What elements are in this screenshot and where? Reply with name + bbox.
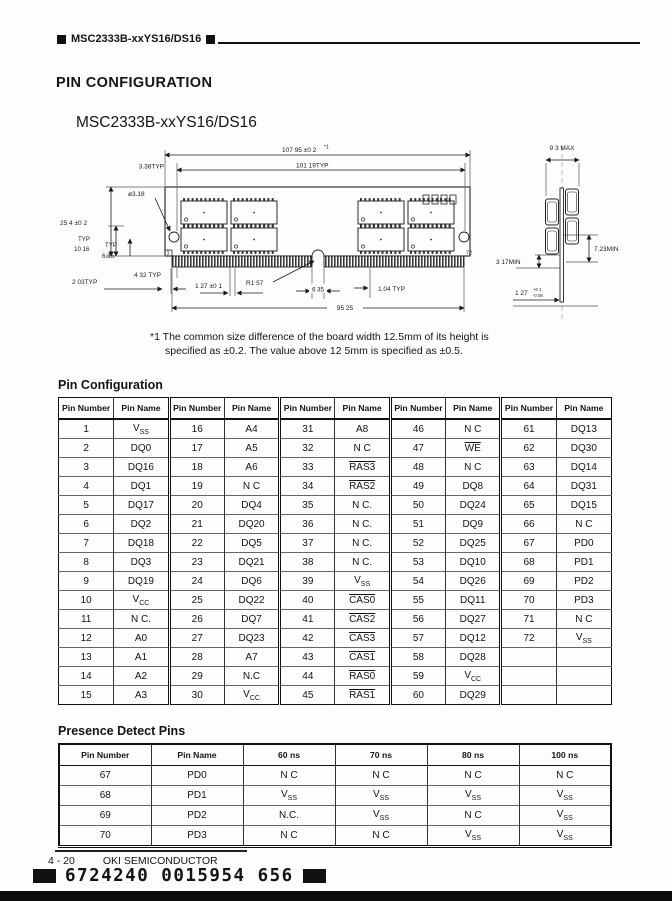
table-cell: A2 bbox=[114, 667, 169, 686]
footnote-line1: *1 The common size difference of the board width 12.5mm of its height is bbox=[150, 331, 489, 343]
table-cell: N C bbox=[243, 826, 335, 847]
dim-connector-span: 95 25 bbox=[336, 305, 354, 312]
table-cell: DQ12 bbox=[446, 629, 501, 648]
table-cell: 11 bbox=[59, 610, 114, 629]
table-cell: DQ30 bbox=[556, 439, 611, 458]
table-cell: DQ21 bbox=[224, 553, 279, 572]
table-cell: 9 bbox=[59, 572, 114, 591]
dram-chip bbox=[358, 226, 404, 252]
table-cell: PD1 bbox=[556, 553, 611, 572]
table-cell: 7 bbox=[59, 534, 114, 553]
table-cell: $V_{CC}$ bbox=[224, 686, 279, 705]
table-cell: 45 bbox=[280, 686, 335, 705]
column-header: Pin Number bbox=[59, 744, 151, 766]
part-number-subtitle: MSC2333B-xxYS16/DS16 bbox=[76, 114, 257, 131]
table-cell: 30 bbox=[169, 686, 224, 705]
table-cell: N C. bbox=[335, 553, 390, 572]
table-cell: $\overline{WE}$ bbox=[446, 439, 501, 458]
table-cell: 69 bbox=[59, 806, 151, 826]
table-cell: 27 bbox=[169, 629, 224, 648]
table-cell: 23 bbox=[169, 553, 224, 572]
table-cell: 55 bbox=[390, 591, 445, 610]
table-cell: DQ29 bbox=[446, 686, 501, 705]
table-cell: 47 bbox=[390, 439, 445, 458]
mounting-hole-left bbox=[169, 232, 179, 242]
table-cell: N C. bbox=[114, 610, 169, 629]
table-row bbox=[59, 439, 612, 458]
table-cell: 26 bbox=[169, 610, 224, 629]
table-cell: 49 bbox=[390, 477, 445, 496]
table-cell: DQ4 bbox=[224, 496, 279, 515]
table-row bbox=[59, 591, 612, 610]
table-cell: DQ6 bbox=[224, 572, 279, 591]
table-row bbox=[59, 629, 612, 648]
table-cell: N C bbox=[446, 458, 501, 477]
table-cell: A3 bbox=[114, 686, 169, 705]
dim-side-clearance-left: 3 17MIN bbox=[496, 259, 521, 266]
table-cell: RAS3 bbox=[335, 458, 390, 477]
table-cell: $V_{SS}$ bbox=[335, 806, 427, 826]
table-cell: 43 bbox=[280, 648, 335, 667]
pd-table-title: Presence Detect Pins bbox=[58, 724, 186, 738]
table-cell: N C bbox=[519, 766, 611, 786]
dim-typ-b: TYP bbox=[105, 242, 118, 249]
table-cell: N C bbox=[427, 806, 519, 826]
table-row bbox=[59, 667, 612, 686]
table-cell bbox=[501, 667, 556, 686]
table-cell: $V_{SS}$ bbox=[519, 786, 611, 806]
table-cell: 25 bbox=[169, 591, 224, 610]
column-header: Pin Name bbox=[114, 398, 169, 420]
dim-left-margin: 3.38TYP bbox=[138, 163, 164, 171]
table-cell: N C. bbox=[335, 496, 390, 515]
table-cell: 13 bbox=[59, 648, 114, 667]
dim-hole-diameter: ø3.18 bbox=[128, 191, 145, 198]
table-cell: DQ18 bbox=[114, 534, 169, 553]
table-cell: 46 bbox=[390, 419, 445, 439]
square-icon bbox=[206, 35, 215, 44]
table-cell: 16 bbox=[169, 419, 224, 439]
column-header: Pin Number bbox=[390, 398, 445, 420]
presence-detect-table bbox=[58, 743, 612, 848]
table-cell: 71 bbox=[501, 610, 556, 629]
table-cell: $V_{CC}$ bbox=[446, 667, 501, 686]
dram-chip bbox=[231, 199, 277, 225]
table-cell: 68 bbox=[59, 786, 151, 806]
table-cell: A0 bbox=[114, 629, 169, 648]
table-cell: A5 bbox=[224, 439, 279, 458]
pin-table-header-row bbox=[59, 398, 612, 420]
table-cell: 70 bbox=[501, 591, 556, 610]
side-view bbox=[496, 145, 619, 320]
table-cell: CAS3 bbox=[335, 629, 390, 648]
table-cell: N C bbox=[335, 766, 427, 786]
table-cell: N C bbox=[556, 610, 611, 629]
table-cell: 12 bbox=[59, 629, 114, 648]
barcode-block-icon bbox=[303, 869, 326, 883]
table-row bbox=[59, 610, 612, 629]
table-cell: PD3 bbox=[556, 591, 611, 610]
table-cell: 63 bbox=[501, 458, 556, 477]
page-title: PIN CONFIGURATION bbox=[56, 75, 213, 91]
table-cell: $V_{SS}$ bbox=[243, 786, 335, 806]
table-cell: 60 bbox=[390, 686, 445, 705]
page-number: 4 - 20 bbox=[48, 855, 75, 867]
table-cell: DQ20 bbox=[224, 515, 279, 534]
table-cell: 66 bbox=[501, 515, 556, 534]
table-cell: 48 bbox=[390, 458, 445, 477]
table-cell: N C. bbox=[335, 534, 390, 553]
table-cell: DQ25 bbox=[446, 534, 501, 553]
barcode-digits: 6724240 0015954 656 bbox=[65, 866, 294, 886]
edge-connector-right-bank bbox=[324, 256, 464, 267]
table-cell: N C bbox=[446, 419, 501, 439]
footnote-line2: specified as ±0.2. The value above 12 5mm is specified as ±0.5. bbox=[165, 345, 463, 357]
table-cell: 59 bbox=[390, 667, 445, 686]
table-cell: 62 bbox=[501, 439, 556, 458]
dim-notch-width: 6 35 bbox=[312, 287, 324, 294]
table-cell: N.C bbox=[224, 667, 279, 686]
table-cell: 58 bbox=[390, 648, 445, 667]
column-header: Pin Number bbox=[169, 398, 224, 420]
table-row bbox=[59, 648, 612, 667]
table-cell: DQ9 bbox=[446, 515, 501, 534]
table-cell: A6 bbox=[224, 458, 279, 477]
table-cell: DQ13 bbox=[556, 419, 611, 439]
table-cell: DQ26 bbox=[446, 572, 501, 591]
document-title: MSC2333B-xxYS16/DS16 bbox=[71, 33, 202, 45]
table-cell: 56 bbox=[390, 610, 445, 629]
table-cell: DQ11 bbox=[446, 591, 501, 610]
table-cell: 21 bbox=[169, 515, 224, 534]
table-cell: 57 bbox=[390, 629, 445, 648]
dim-side-thickness-plus: +0 1 bbox=[533, 287, 542, 292]
table-cell: $V_{SS}$ bbox=[519, 806, 611, 826]
table-cell: N C bbox=[335, 439, 390, 458]
dim-edge-left: 2 03TYP bbox=[72, 279, 98, 286]
column-header: 80 ns bbox=[427, 744, 519, 766]
table-cell: $V_{SS}$ bbox=[335, 786, 427, 806]
table-cell: 37 bbox=[280, 534, 335, 553]
edge-connector-left-bank bbox=[172, 256, 312, 267]
table-cell: DQ15 bbox=[556, 496, 611, 515]
pd-table-header-row bbox=[59, 744, 611, 766]
table-cell: DQ1 bbox=[114, 477, 169, 496]
table-cell bbox=[501, 686, 556, 705]
table-cell: 44 bbox=[280, 667, 335, 686]
dim-typ-a: TYP bbox=[78, 236, 91, 243]
table-cell: A4 bbox=[224, 419, 279, 439]
table-cell: 18 bbox=[169, 458, 224, 477]
square-icon bbox=[57, 35, 66, 44]
table-cell: 4 bbox=[59, 477, 114, 496]
table-cell: PD2 bbox=[556, 572, 611, 591]
table-cell: N C bbox=[335, 826, 427, 847]
column-header: 70 ns bbox=[335, 744, 427, 766]
table-row bbox=[59, 826, 611, 847]
table-cell: DQ16 bbox=[114, 458, 169, 477]
table-cell: PD2 bbox=[151, 806, 243, 826]
column-header: 100 ns bbox=[519, 744, 611, 766]
table-cell: DQ24 bbox=[446, 496, 501, 515]
table-row bbox=[59, 553, 612, 572]
dram-chip bbox=[358, 199, 404, 225]
table-row bbox=[59, 686, 612, 705]
table-row bbox=[59, 766, 611, 786]
table-cell: 17 bbox=[169, 439, 224, 458]
table-cell: 42 bbox=[280, 629, 335, 648]
column-header: Pin Name bbox=[556, 398, 611, 420]
pin-table-title: Pin Configuration bbox=[58, 378, 163, 392]
dim-side-clearance-right: 7.23MIN bbox=[594, 246, 619, 253]
table-cell: DQ0 bbox=[114, 439, 169, 458]
table-cell: 15 bbox=[59, 686, 114, 705]
drawing-footnote bbox=[150, 330, 489, 358]
table-cell: DQ2 bbox=[114, 515, 169, 534]
dram-chip bbox=[181, 199, 227, 225]
table-cell: 67 bbox=[59, 766, 151, 786]
table-cell: DQ14 bbox=[556, 458, 611, 477]
table-cell: PD0 bbox=[556, 534, 611, 553]
pin-table-body bbox=[59, 419, 612, 705]
table-cell: 64 bbox=[501, 477, 556, 496]
table-cell: 52 bbox=[390, 534, 445, 553]
dim-pin-pitch: 1 27 ±0 1 bbox=[195, 283, 223, 290]
column-header: Pin Name bbox=[446, 398, 501, 420]
table-cell: 65 bbox=[501, 496, 556, 515]
table-cell: 32 bbox=[280, 439, 335, 458]
table-cell: PD0 bbox=[151, 766, 243, 786]
table-row bbox=[59, 806, 611, 826]
table-cell: RAS2 bbox=[335, 477, 390, 496]
barcode-row bbox=[33, 866, 326, 886]
dram-chip bbox=[408, 226, 454, 252]
table-cell: CAS0 bbox=[335, 591, 390, 610]
table-cell: 51 bbox=[390, 515, 445, 534]
table-cell: DQ19 bbox=[114, 572, 169, 591]
table-cell bbox=[556, 686, 611, 705]
table-cell: 14 bbox=[59, 667, 114, 686]
table-cell: 28 bbox=[169, 648, 224, 667]
column-header: Pin Number bbox=[280, 398, 335, 420]
table-cell: DQ3 bbox=[114, 553, 169, 572]
table-cell: 29 bbox=[169, 667, 224, 686]
table-cell: N.C. bbox=[243, 806, 335, 826]
table-cell: 19 bbox=[169, 477, 224, 496]
table-cell: 3 bbox=[59, 458, 114, 477]
header-rule bbox=[218, 42, 640, 44]
dim-finger-width: 1.04 TYP bbox=[378, 286, 405, 293]
table-cell: N C bbox=[243, 766, 335, 786]
table-cell: 68 bbox=[501, 553, 556, 572]
table-cell: 69 bbox=[501, 572, 556, 591]
table-cell: 2 bbox=[59, 439, 114, 458]
table-cell: $V_{CC}$ bbox=[114, 591, 169, 610]
dram-chip bbox=[181, 226, 227, 252]
pin1-label: 1 bbox=[166, 250, 170, 257]
dim-board-width: 107 95 ±0 2 bbox=[282, 147, 317, 154]
table-cell: 10 bbox=[59, 591, 114, 610]
column-header: Pin Name bbox=[151, 744, 243, 766]
column-header: Pin Name bbox=[224, 398, 279, 420]
table-cell: 67 bbox=[501, 534, 556, 553]
column-header: Pin Number bbox=[501, 398, 556, 420]
table-cell: $V_{SS}$ bbox=[114, 419, 169, 439]
document-header bbox=[57, 33, 215, 45]
table-cell: 54 bbox=[390, 572, 445, 591]
table-cell: CAS2 bbox=[335, 610, 390, 629]
table-cell: DQ28 bbox=[446, 648, 501, 667]
table-row bbox=[59, 515, 612, 534]
dim-typ-a-value: 10 16 bbox=[74, 246, 90, 253]
column-header: Pin Name bbox=[335, 398, 390, 420]
table-cell: 24 bbox=[169, 572, 224, 591]
footer-rule bbox=[55, 850, 247, 852]
table-cell: 53 bbox=[390, 553, 445, 572]
table-cell bbox=[556, 648, 611, 667]
table-cell: 6 bbox=[59, 515, 114, 534]
table-row bbox=[59, 496, 612, 515]
dim-side-thickness-minus: -0 08 bbox=[533, 293, 543, 298]
column-header: 60 ns bbox=[243, 744, 335, 766]
table-cell: 22 bbox=[169, 534, 224, 553]
table-cell: DQ5 bbox=[224, 534, 279, 553]
table-cell: CAS1 bbox=[335, 648, 390, 667]
table-cell: 70 bbox=[59, 826, 151, 847]
table-cell bbox=[501, 648, 556, 667]
pin72-label: 72 bbox=[466, 250, 473, 257]
table-row bbox=[59, 477, 612, 496]
table-row bbox=[59, 786, 611, 806]
table-cell: 1 bbox=[59, 419, 114, 439]
dim-board-height: 25 4 ±0 2 bbox=[60, 220, 88, 227]
pin-configuration-table bbox=[58, 397, 612, 705]
table-cell bbox=[556, 667, 611, 686]
table-cell: 31 bbox=[280, 419, 335, 439]
table-cell: 20 bbox=[169, 496, 224, 515]
table-cell: 5 bbox=[59, 496, 114, 515]
table-cell: $V_{SS}$ bbox=[556, 629, 611, 648]
column-header: Pin Number bbox=[59, 398, 114, 420]
pd-table-body bbox=[59, 766, 611, 847]
table-cell: $V_{SS}$ bbox=[427, 786, 519, 806]
table-cell: 50 bbox=[390, 496, 445, 515]
mounting-hole-right bbox=[459, 232, 469, 242]
barcode-block-icon bbox=[33, 869, 56, 883]
table-cell: DQ8 bbox=[446, 477, 501, 496]
dim-typ-b-value: 6.35 bbox=[102, 253, 115, 260]
table-cell: PD1 bbox=[151, 786, 243, 806]
table-cell: RAS0 bbox=[335, 667, 390, 686]
dim-board-width-note: *1 bbox=[324, 144, 329, 151]
table-row bbox=[59, 534, 612, 553]
table-cell: DQ7 bbox=[224, 610, 279, 629]
table-cell: N C bbox=[556, 515, 611, 534]
table-cell: 8 bbox=[59, 553, 114, 572]
dim-notch-radius: R1 57 bbox=[246, 280, 264, 287]
table-cell: DQ27 bbox=[446, 610, 501, 629]
dram-chip bbox=[231, 226, 277, 252]
table-cell: 41 bbox=[280, 610, 335, 629]
table-cell: N C. bbox=[335, 515, 390, 534]
table-cell: 35 bbox=[280, 496, 335, 515]
table-cell: RAS1 bbox=[335, 686, 390, 705]
table-cell: 39 bbox=[280, 572, 335, 591]
table-cell: 72 bbox=[501, 629, 556, 648]
table-cell: A7 bbox=[224, 648, 279, 667]
table-cell: $V_{SS}$ bbox=[519, 826, 611, 847]
table-cell: 34 bbox=[280, 477, 335, 496]
table-cell: PD3 bbox=[151, 826, 243, 847]
table-row bbox=[59, 572, 612, 591]
mechanical-drawing bbox=[58, 138, 670, 324]
table-cell: 61 bbox=[501, 419, 556, 439]
table-cell: 36 bbox=[280, 515, 335, 534]
table-cell: DQ23 bbox=[224, 629, 279, 648]
side-board bbox=[560, 188, 564, 302]
table-cell: 40 bbox=[280, 591, 335, 610]
table-cell: 33 bbox=[280, 458, 335, 477]
table-cell: N C bbox=[224, 477, 279, 496]
table-cell: DQ31 bbox=[556, 477, 611, 496]
table-cell: DQ22 bbox=[224, 591, 279, 610]
table-row bbox=[59, 419, 612, 439]
table-row bbox=[59, 458, 612, 477]
table-cell: $V_{SS}$ bbox=[335, 572, 390, 591]
dim-inner-width: 101 19TYP bbox=[296, 162, 329, 170]
dim-step: 4 32 TYP bbox=[134, 272, 161, 279]
table-cell: DQ10 bbox=[446, 553, 501, 572]
table-cell: A8 bbox=[335, 419, 390, 439]
dim-side-thickness: 1 27 bbox=[515, 290, 528, 297]
table-cell: DQ17 bbox=[114, 496, 169, 515]
bottom-bar bbox=[0, 891, 672, 901]
front-view bbox=[165, 187, 472, 267]
table-cell: $V_{SS}$ bbox=[427, 826, 519, 847]
table-cell: 38 bbox=[280, 553, 335, 572]
company-name: OKI SEMICONDUCTOR bbox=[102, 855, 218, 867]
table-cell: A1 bbox=[114, 648, 169, 667]
table-cell: N C bbox=[427, 766, 519, 786]
dim-side-width: 9 3 MAX bbox=[549, 145, 575, 152]
